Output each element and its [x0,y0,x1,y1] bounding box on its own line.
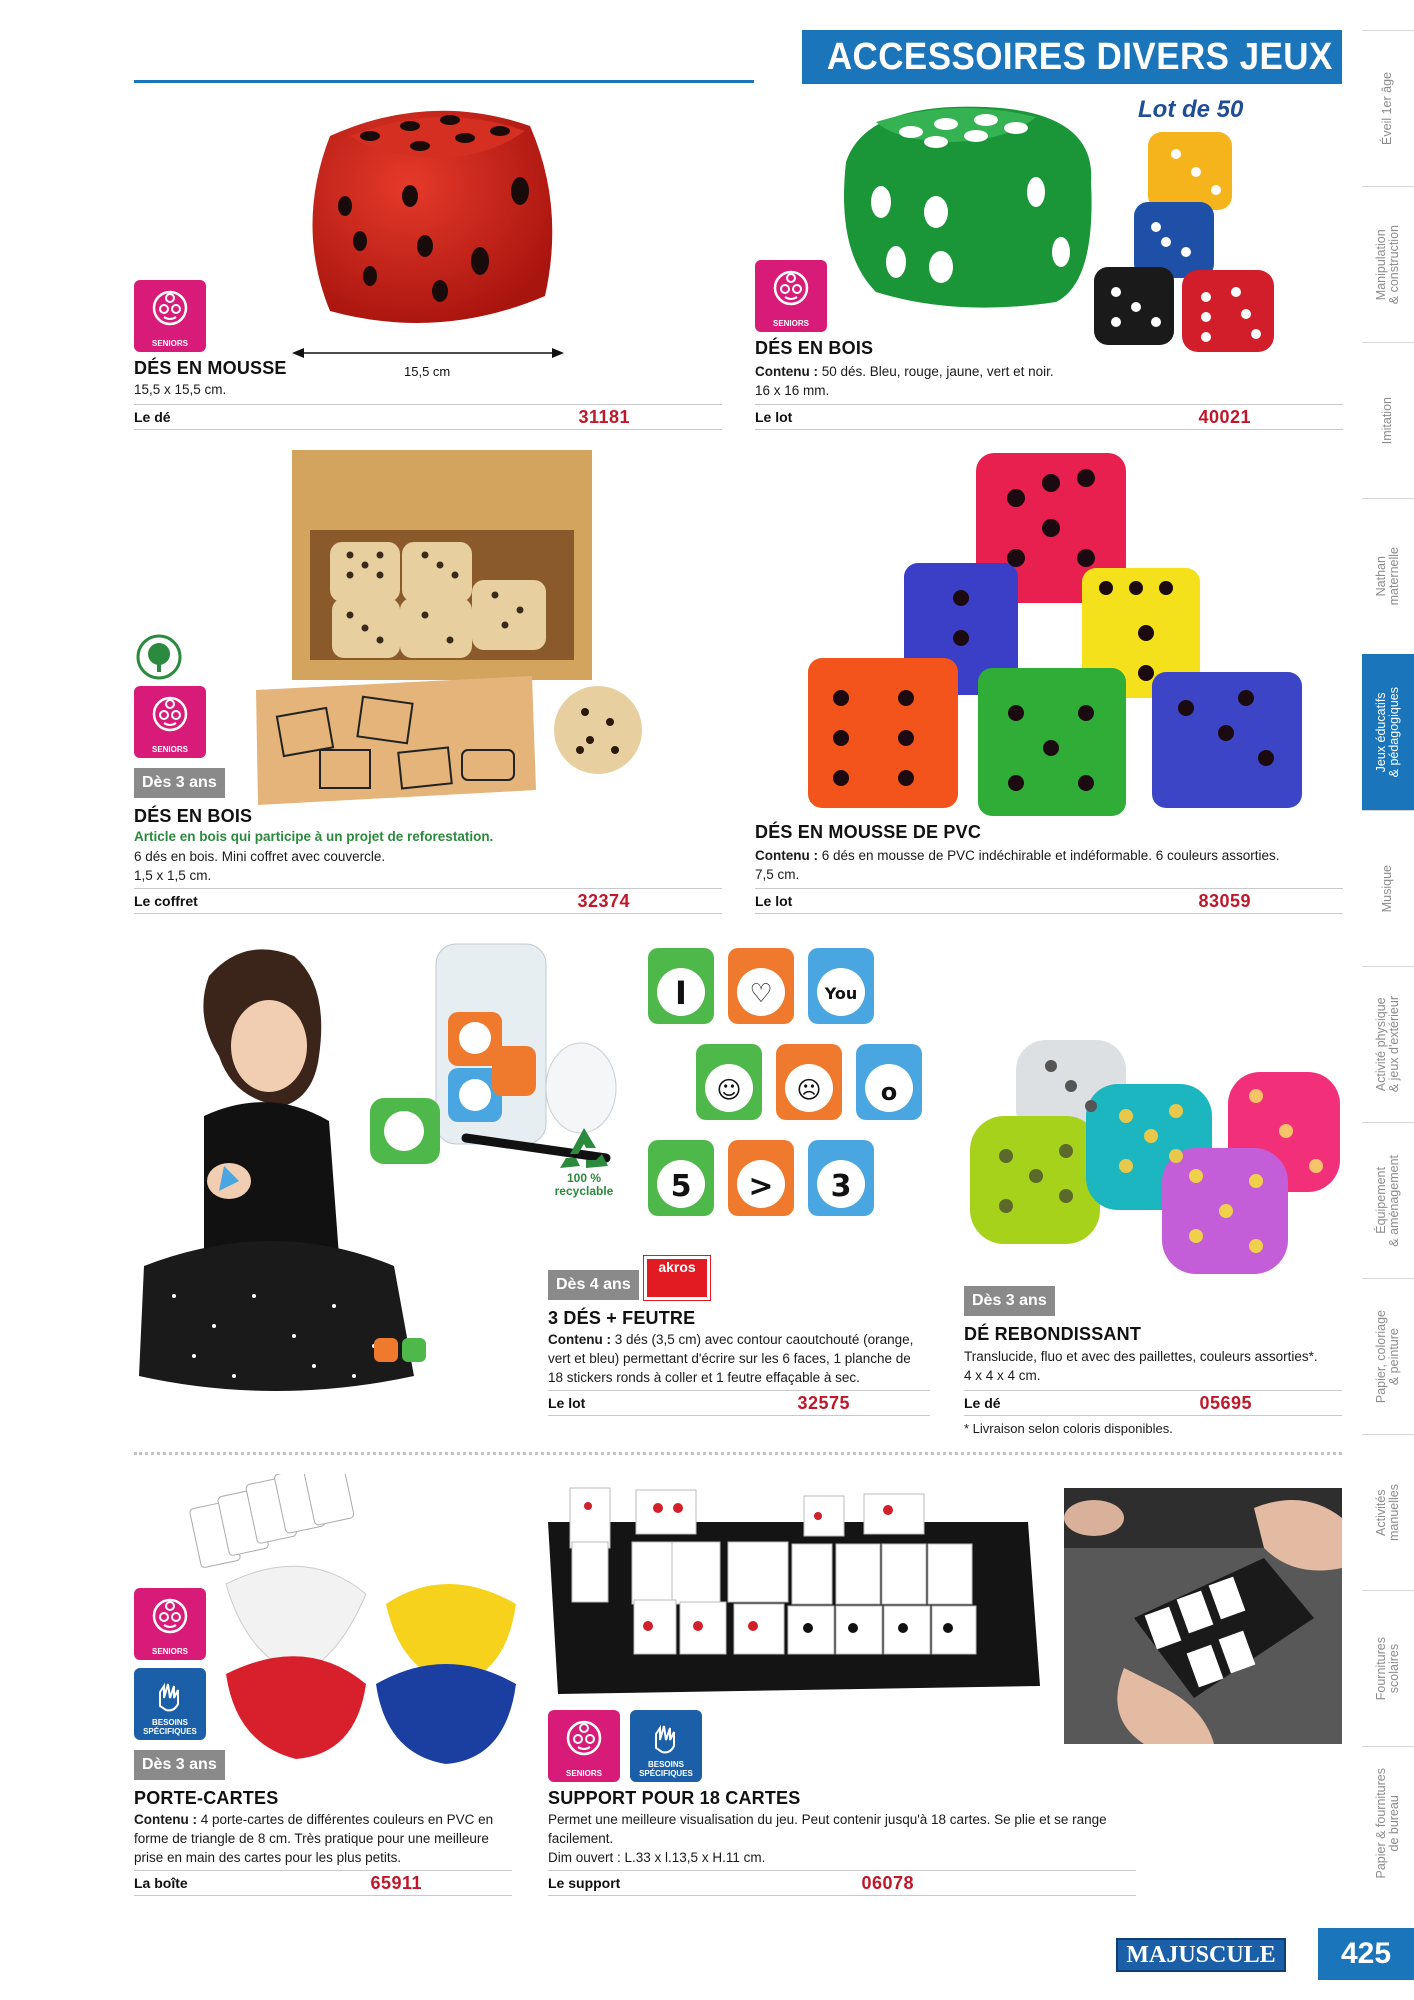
unit-label: La boîte [134,1875,188,1891]
product-title: DÉS EN BOIS [755,338,874,358]
product-ref[interactable]: 65911 [370,1872,422,1893]
product-desc: 6 dés en bois. Mini coffret avec couvercle. [134,849,386,864]
tab-activites-manuelles[interactable]: Activités manuelles [1362,1434,1414,1590]
tab-imitation[interactable]: Imitation [1362,342,1414,498]
product-order-row [548,1390,930,1416]
footnote: * Livraison selon coloris disponibles. [964,1421,1173,1436]
product-ref[interactable]: 40021 [1198,406,1251,427]
product-desc: Contenu : 50 dés. Bleu, rouge, jaune, vert et noir. [755,364,1054,379]
unit-label: Le coffret [134,893,198,909]
product-title: DÉS EN MOUSSE DE PVC [755,822,982,842]
product-desc-dim: 1,5 x 1,5 cm. [134,868,212,883]
tab-equipement[interactable]: Équipement & aménagement [1362,1122,1414,1278]
product-order-row [548,1870,1136,1896]
header-rule [134,80,754,83]
seniors-badge: SENIORS [134,686,206,758]
tab-papier-bureau[interactable]: Papier & fournitures de bureau [1362,1746,1414,1900]
unit-label: Le lot [755,893,793,909]
product-desc-2: forme de triangle de 8 cm. Très pratique pour une meilleure [134,1831,489,1846]
product-desc-3: Dim ouvert : L.33 x l.13,5 x H.11 cm. [548,1850,766,1865]
seniors-badge: SENIORS [548,1710,620,1782]
unit-label: Le lot [548,1395,586,1411]
product-desc: Contenu : 6 dés en mousse de PVC indéchirable et indéformable. 6 couleurs assorties. [755,848,1280,863]
product-order-row [134,1870,512,1896]
product-title: DÉ REBONDISSANT [964,1324,1142,1344]
product-title: DÉS EN MOUSSE [134,358,287,378]
product-ref[interactable]: 83059 [1198,890,1251,911]
unit-label: Le dé [964,1395,1001,1411]
card-rack-in-use-photo [1064,1488,1342,1744]
bouncing-dice-image [966,1036,1346,1276]
wood-dice-box-image [250,450,650,810]
tab-eveil[interactable]: Éveil 1er âge [1362,30,1414,186]
product-desc: Contenu : 3 dés (3,5 cm) avec contour caoutchouté (orange, [548,1332,914,1347]
product-desc-dim: 7,5 cm. [755,867,800,882]
section-divider [134,1452,1342,1455]
tab-musique[interactable]: Musique [1362,810,1414,966]
wood-dice-lot-image [836,102,1286,352]
product-order-row [964,1390,1342,1416]
special-needs-badge: BESOINS SPÉCIFIQUES [134,1668,206,1740]
product-ref[interactable]: 31181 [578,406,630,427]
page-title: ACCESSOIRES DIVERS JEUX [802,30,1342,84]
product-desc-3: prise en main des cartes pour les plus petits. [134,1850,402,1865]
age-badge: Dès 3 ans [134,1750,225,1780]
product-title: DÉS EN BOIS [134,806,253,826]
seniors-badge: SENIORS [134,1588,206,1660]
seniors-badge: SENIORS [134,280,206,352]
svg-text:3: 3 [830,1169,852,1204]
letter-dice-image [644,946,944,1216]
product-order-row [134,404,722,430]
age-badge: Dès 3 ans [964,1286,1055,1316]
product-ref[interactable]: 05695 [1199,1392,1252,1413]
card-rack-image [548,1486,1040,1694]
product-title: 3 DÉS + FEUTRE [548,1308,696,1328]
tree-eco-icon [136,634,182,680]
svg-text:☹: ☹ [796,1076,822,1104]
special-needs-badge: BESOINS SPÉCIFIQUES [630,1710,702,1782]
page-number: 425 [1318,1928,1414,1980]
product-desc: Permet une meilleure visualisation du jeu. Peut contenir jusqu'à 18 cartes. Se plie et se range [548,1812,1107,1827]
svg-text:>: > [748,1169,774,1204]
product-title: PORTE-CARTES [134,1788,279,1808]
unit-label: Le lot [755,409,793,425]
svg-text:5: 5 [670,1169,692,1204]
svg-text:o: o [880,1078,898,1106]
svg-text:♡: ♡ [749,979,773,1009]
svg-text:☺: ☺ [716,1076,742,1104]
age-badge: Dès 3 ans [134,768,225,798]
product-order-row [134,888,722,914]
product-desc-2: facilement. [548,1831,614,1846]
card-holders-image [186,1474,526,1764]
product-desc-2: vert et bleu) permettant d'écrire sur les 6 faces, 1 planche de [548,1351,911,1366]
tab-fournitures-scolaires[interactable]: Fournitures scolaires [1362,1590,1414,1746]
product-desc-3: 18 stickers ronds à coller et 1 feutre effaçable à sec. [548,1370,860,1385]
eco-note: Article en bois qui participe à un projet de reforestation. [134,829,494,844]
tab-activite-physique[interactable]: Activité physique & jeux d'extérieur [1362,966,1414,1122]
recycle-icon [556,1124,612,1172]
akros-brand-logo: akros [644,1256,710,1300]
product-ref[interactable]: 32575 [797,1392,850,1413]
unit-label: Le support [548,1875,621,1891]
recyclable-label: 100 % recyclable [554,1171,614,1198]
pvc-dice-image [806,448,1306,818]
majuscule-logo: MAJUSCULE [1116,1938,1286,1972]
product-desc-dim: 4 x 4 x 4 cm. [964,1368,1041,1383]
age-badge: Dès 4 ans [548,1270,639,1300]
tab-manipulation[interactable]: Manipulation & construction [1362,186,1414,342]
product-order-row [755,404,1343,430]
tab-jeux-educatifs[interactable]: Jeux éducatifs & pédagogiques [1362,654,1414,810]
product-title: SUPPORT POUR 18 CARTES [548,1788,801,1808]
svg-text:You: You [824,984,858,1003]
product-order-row [755,888,1343,914]
product-ref[interactable]: 06078 [861,1872,914,1893]
tab-nathan[interactable]: Nathan maternelle [1362,498,1414,654]
product-desc: 15,5 x 15,5 cm. [134,382,227,397]
product-ref[interactable]: 32374 [577,890,630,911]
foam-die-image [290,96,570,336]
dimension-label: 15,5 cm [404,364,451,379]
product-desc: Contenu : 4 porte-cartes de différentes couleurs en PVC en [134,1812,494,1827]
tab-papier-coloriage[interactable]: Papier, coloriage & peinture [1362,1278,1414,1434]
seniors-badge: SENIORS [755,260,827,332]
svg-text:I: I [675,974,687,1012]
product-desc: Translucide, fluo et avec des paillettes, couleurs assorties*. [964,1349,1318,1364]
lot-label: Lot de 50 [1138,96,1244,123]
unit-label: Le dé [134,409,171,425]
dimension-arrow [292,346,564,360]
product-desc-dim: 16 x 16 mm. [755,383,830,398]
section-tabs [1362,30,1414,1900]
